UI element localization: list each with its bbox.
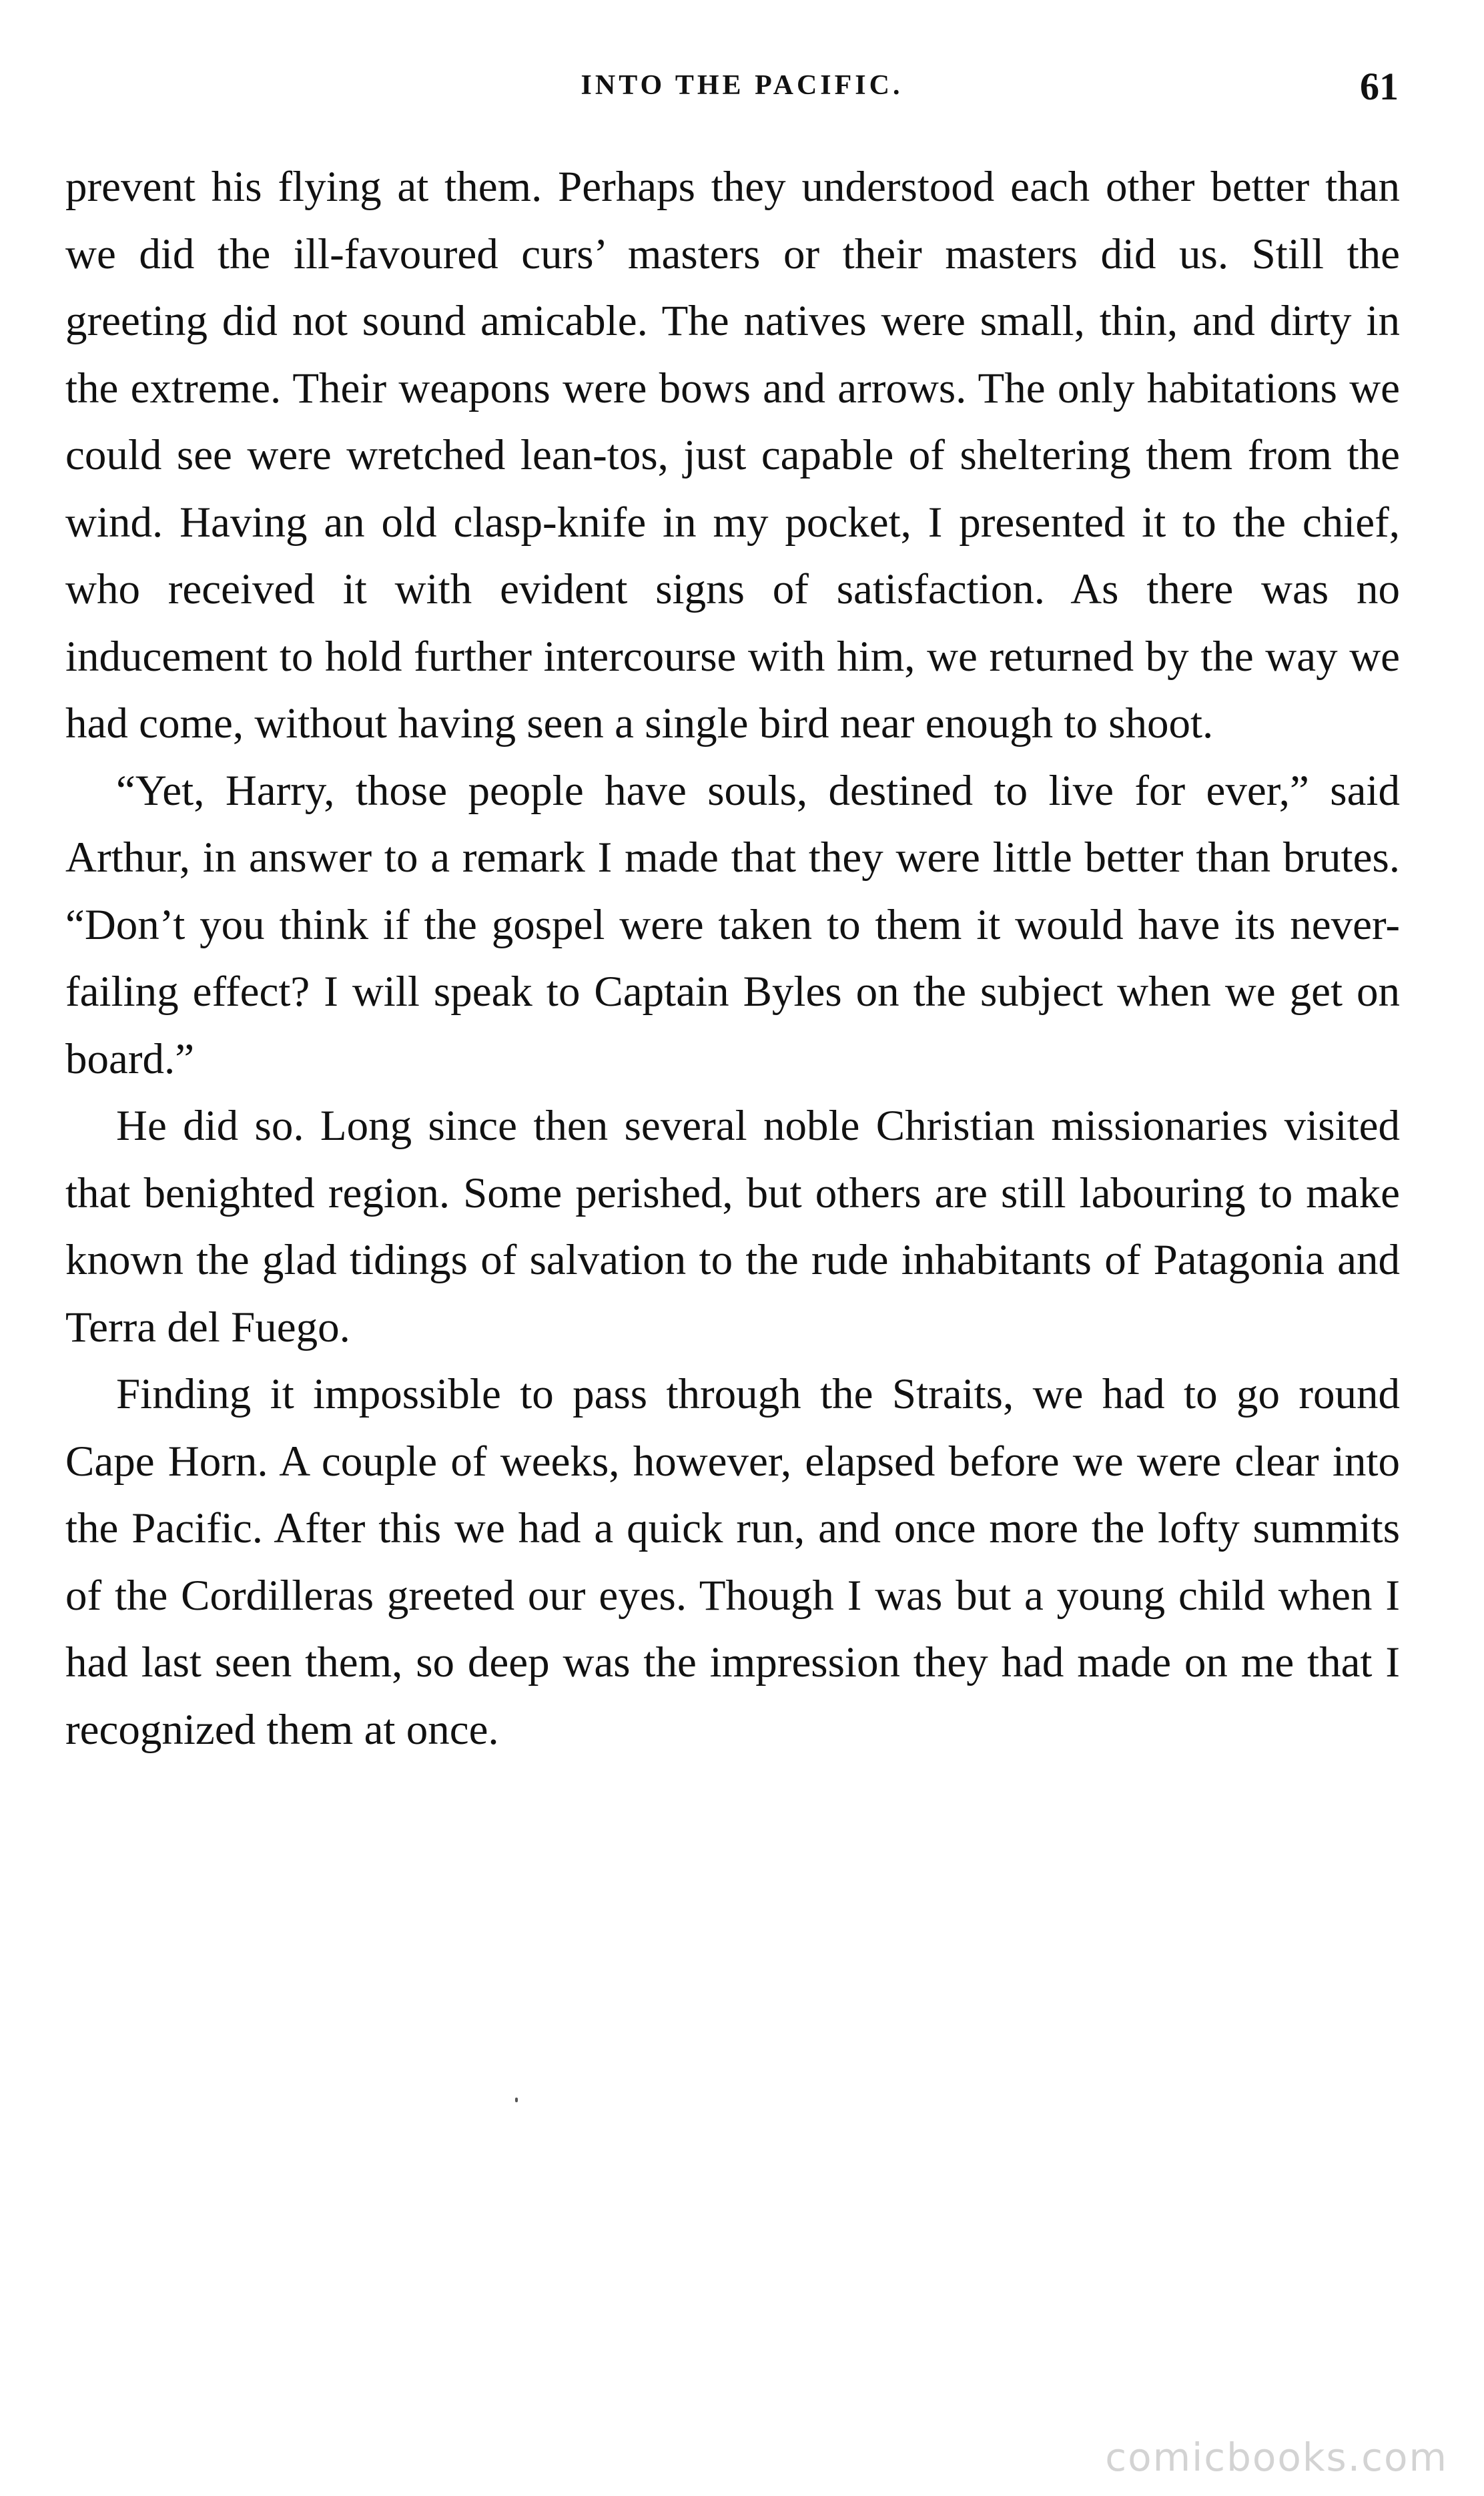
paragraph-1: prevent his flying at them. Perhaps they understood each other better than we did the ill-favoured curs’ masters or their masters did us. Still the greeting did not sound amicable. The natives were small, thin, and dirty in the extreme. Their weapons were bows and arrows. The only habitations we could see were wretched lean-tos, just capable of sheltering them from the wind. Having an old clasp-knife in my pocket, I presented it to the chief, who received it with evident signs of satisfaction. As there was no inducement to hold further intercourse with him, we returned by the way we had come, without having seen a single bird near enough to shoot. (65, 163, 1400, 747)
paragraph-3: He did so. Long since then several noble Christian missionaries visited that benighted region. Some perished, but others are still labouring to make known the glad tidings of salvation to the rude inhabitants of Patagonia and Terra del Fuego. (65, 1102, 1400, 1351)
ink-speck (515, 2098, 518, 2102)
running-title: INTO THE PACIFIC. (581, 70, 903, 101)
body-text (65, 153, 1400, 1763)
paragraph-2: “Yet, Harry, those people have souls, destined to live for ever,” said Arthur, in answer to a remark I made that they were little better than brutes. “Don’t you think if the gospel were taken to them it would have its never-failing effect? I will speak to Captain Byles on the subject when we get on board.” (65, 766, 1400, 1083)
watermark: comicbooks.com (1105, 2435, 1448, 2480)
paragraph-4: Finding it impossible to pass through the Straits, we had to go round Cape Horn. A couple of weeks, however, elapsed before we were clear into the Pacific. After this we had a quick run, and once more the lofty summits of the Cordilleras greeted our eyes. Though I was but a young child when I had last seen them, so deep was the impression they had made on me that I recognized them at once. (65, 1370, 1400, 1754)
running-head (0, 64, 1484, 117)
page-number: 61 (1360, 65, 1399, 108)
